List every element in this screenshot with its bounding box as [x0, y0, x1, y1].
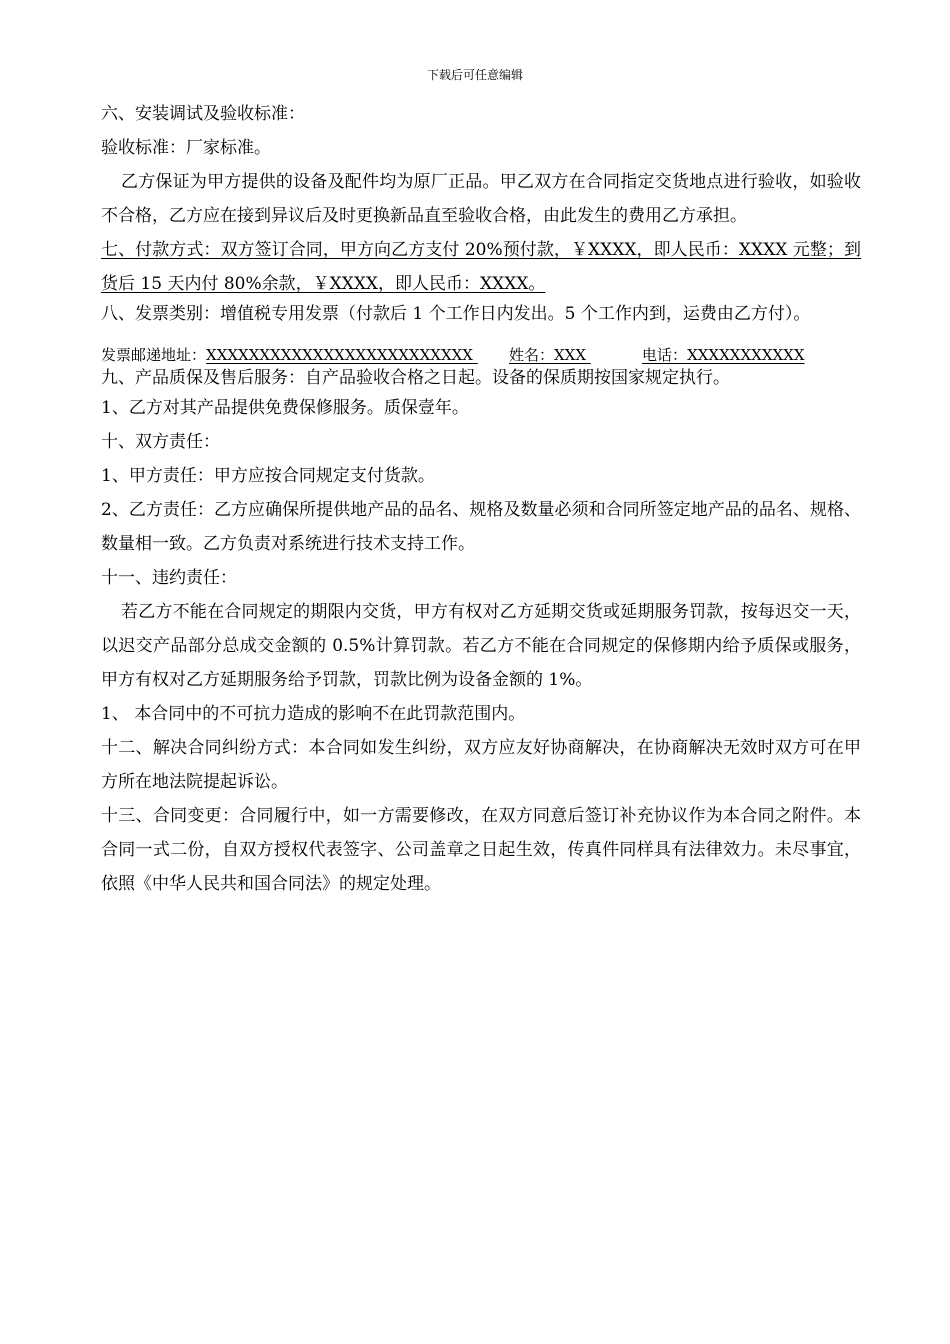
section-8-invoice: 八、发票类别：增值税专用发票（付款后 1 个工作日内发出。5 个工作内到，运费由乙方付）。: [101, 304, 811, 324]
section-10-item-1: 1、甲方责任：甲方应按合同规定支付货款。: [101, 466, 435, 486]
section-7-payment: 七、付款方式：双方签订合同，甲方向乙方支付 20%预付款，￥XXXX，即人民币：XXXX 元整；到货后 15 天内付 80%余款，￥XXXX，即人民币：XXXX。: [101, 240, 861, 294]
section-12-body: 十二、解决合同纠纷方式：本合同如发生纠纷，双方应友好协商解决，在协商解决无效时双方可在甲方所在地法院提起诉讼。: [101, 738, 861, 792]
phone-label: 电话：: [642, 346, 688, 364]
spacer: [101, 327, 861, 345]
section-13-body: 十三、合同变更：合同履行中，如一方需要修改，在双方同意后签订补充协议作为本合同之附件。本合同一式二份，自双方授权代表签字、公司盖章之日起生效，传真件同样具有法律效力。未尽事宜，依照《中华人民共和国合同法》的规定处理。: [101, 806, 861, 894]
address-label: 发票邮递地址：: [101, 346, 207, 364]
page-header: 下载后可任意编辑: [426, 68, 523, 82]
phone-value: XXXXXXXXXXX: [687, 346, 805, 364]
section-10-item-2: 2、乙方责任：乙方应确保所提供地产品的品名、规格及数量必须和合同所签定地产品的品名、规格、数量相一致。乙方负责对系统进行技术支持工作。: [101, 500, 861, 554]
section-11-title: 十一、违约责任：: [101, 568, 237, 588]
underline-gap: [586, 345, 642, 365]
section-6-title: 六、安装调试及验收标准：: [101, 104, 305, 124]
section-6-standard: 验收标准：厂家标准。: [101, 138, 271, 158]
section-9-item-1: 1、乙方对其产品提供免费保修服务。质保壹年。: [101, 398, 469, 418]
name-value: XXX: [554, 346, 587, 364]
underline-gap: [473, 345, 509, 365]
section-6-body: 乙方保证为甲方提供的设备及配件均为原厂正品。甲乙双方在合同指定交货地点进行验收，如验收不合格，乙方应在接到异议后及时更换新品直至验收合格，由此发生的费用乙方承担。: [101, 172, 861, 226]
section-11-body: 若乙方不能在合同规定的期限内交货，甲方有权对乙方延期交货或延期服务罚款，按每迟交一天，以迟交产品部分总成交金额的 0.5%计算罚款。若乙方不能在合同规定的保修期内给予质保或服务，甲方有权对乙方延期服务给予罚款，罚款比例为设备金额的 1%。: [101, 602, 861, 690]
address-value: XXXXXXXXXXXXXXXXXXXXXXXXX: [206, 346, 473, 364]
name-label: 姓名：: [508, 346, 554, 364]
section-11-item-1: 1、 本合同中的不可抗力造成的影响不在此罚款范围内。: [101, 704, 526, 724]
section-9-title: 九、产品质保及售后服务：自产品验收合格之日起。设备的保质期按国家规定执行。: [101, 368, 730, 388]
section-10-title: 十、双方责任：: [101, 432, 220, 452]
invoice-address-line: [101, 345, 861, 365]
contract-body: [101, 97, 861, 901]
